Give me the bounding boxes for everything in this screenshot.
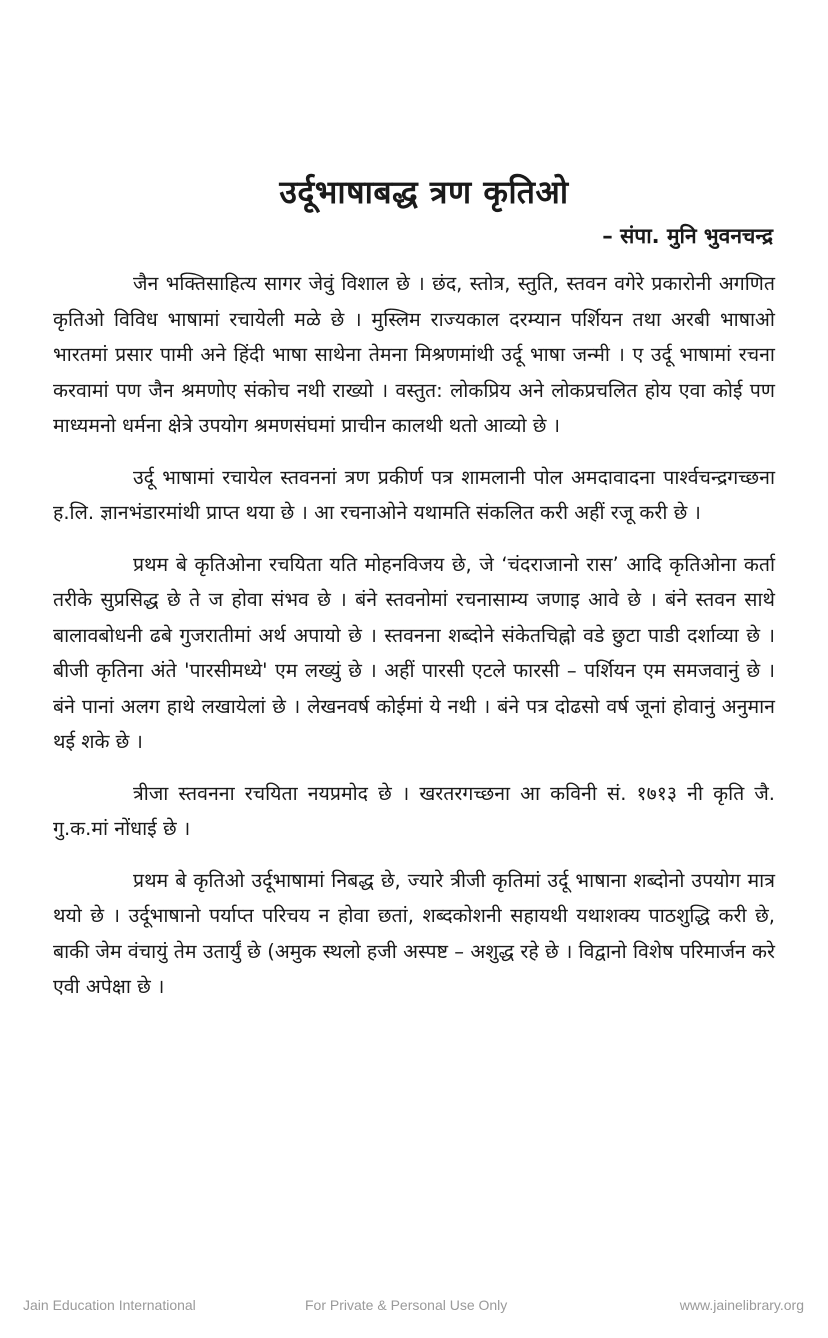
article-body [53,266,775,1021]
paragraph-editorial-note: प्रथम बे कृतिओ उर्दूभाषामां निबद्ध छे, ज्यारे त्रीजी कृतिमां उर्दू भाषाना शब्दोनो उपयोग मात्र थयो छे । उर्दूभाषानो पर्याप्त परिचय न होवा छतां, शब्दकोशनी सहायथी यथाशक्य पाठशुद्धि करी छे, बाकी जेम वंचायुं तेम उतार्युं छे (अमुक स्थलो हजी अस्पष्ट – अशुद्ध रहे छे । विद्वानो विशेष परिमार्जन करे एवी अपेक्षा छे । [53,868,775,998]
paragraph-author-mohanvijay: प्रथम बे कृतिओना रचयिता यति मोहनविजय छे, जे ‘चंदराजानो रास’ आदि कृतिओना कर्ता तरीके सुप्रसिद्ध छे ते ज होवा संभव छे । बंने स्तवनोमां रचनासाम्य जणाइ आवे छे । बंने स्तवन साथे बालावबोधनी ढबे गुजरातीमां अर्थ अपायो छे । स्तवनना शब्दोने संकेतचिह्नो वडे छुटा पाडी दर्शाव्या छे । बीजी कृतिना अंते 'पारसीमध्ये' एम लख्युं छे । अहीं पारसी एटले फारसी – पर्शियन एम समजवानुं छे । बंने पानां अलग हाथे लखायेलां छे । लेखनवर्ष कोईमां ये नथी । बंने पत्र दोढसो वर्ष जूनां होवानुं अनुमान थई शके छे । [53,552,775,753]
paragraph-author-nayapramod: त्रीजा स्तवनना रचयिता नयप्रमोद छे । खरतरगच्छना आ कविनी सं. १७१३ नी कृति जै. गु.क.मां नोंधाई छे । [53,781,775,840]
editor-byline: – संपा. मुनि भुवनचन्द्र [602,224,773,248]
footer-publisher: Jain Education International [23,1297,196,1313]
paragraph-intro: जैन भक्तिसाहित्य सागर जेवुं विशाल छे । छंद, स्तोत्र, स्तुति, स्तवन वगेरे प्रकारोनी अगणित कृतिओ विविध भाषामां रचायेली मळे छे । मुस्लिम राज्यकाल दरम्यान पर्शियन तथा अरबी भाषाओ भारतमां प्रसार पामी अने हिंदी भाषा साथेना तेमना मिश्रणमांथी उर्दू भाषा जन्मी । ए उर्दू भाषामां रचना करवामां पण जैन श्रमणोए संकोच नथी राख्यो । वस्तुत: लोकप्रिय अने लोकप्रचलित होय एवा कोई पण माध्यमनो धर्मना क्षेत्रे उपयोग श्रमणसंघमां प्राचीन कालथी थतो आव्यो छे । [53,272,775,437]
page-footer [0,1297,828,1317]
footer-website-link[interactable]: www.jainelibrary.org [679,1297,804,1313]
paragraph-source: उर्दू भाषामां रचायेल स्तवननां त्रण प्रकीर्ण पत्र शामलानी पोल अमदावादना पार्श्वचन्द्रगच्छना ह.लि. ज्ञानभंडारमांथी प्राप्त थया छे । आ रचनाओने यथामति संकलित करी अहीं रजू करी छे । [53,465,775,524]
page-title: उर्दूभाषाबद्ध त्रण कृतिओ [279,173,569,211]
footer-usage-notice: For Private & Personal Use Only [305,1297,508,1313]
